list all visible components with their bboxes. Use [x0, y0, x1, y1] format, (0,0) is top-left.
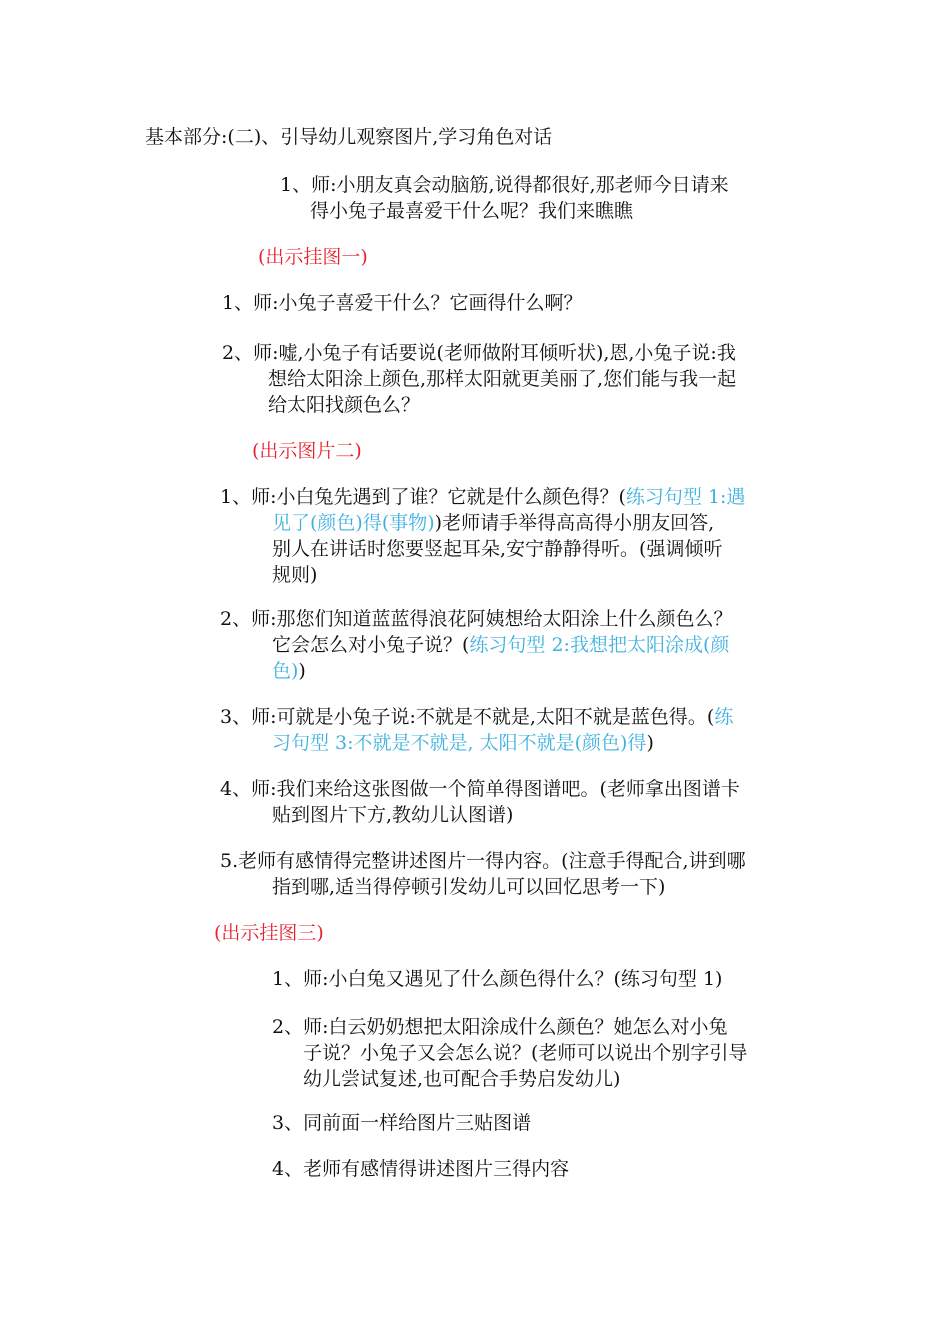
p2-q1-text: 1、师:小白兔先遇到了谁？它就是什么颜色得？(	[220, 486, 626, 508]
p3-question-2-line-1: 2、师:白云奶奶想把太阳涂成什么颜色？她怎么对小兔	[272, 1016, 728, 1038]
p2-question-4-line-2: 贴到图片下方,教幼儿认图谱)	[272, 804, 514, 826]
p2-question-5-line-2: 指到哪,适当得停顿引发幼儿可以回忆思考一下)	[272, 876, 666, 898]
p1-question-1: 1、师:小兔子喜爱干什么？它画得什么啊？	[222, 292, 583, 314]
p3-question-2-line-3: 幼儿尝试复述,也可配合手势启发幼儿)	[303, 1068, 621, 1090]
p2-q3-close: )	[646, 732, 654, 754]
p1-question-2-line-2: 想给太阳涂上颜色,那样太阳就更美丽了,您们能与我一起	[268, 368, 737, 390]
p2-q2-close: )	[298, 660, 306, 682]
p2-question-1-line-1	[220, 484, 745, 510]
p2-q1-text-cont: )老师请手举得高高得小朋友回答,	[434, 512, 715, 534]
p2-q3-pattern-cont: 习句型 3:不就是不就是, 太阳不就是(颜色)得	[272, 732, 647, 754]
p3-question-1: 1、师:小白兔又遇见了什么颜色得什么？(练习句型 1)	[272, 968, 723, 990]
p3-question-4: 4、老师有感情得讲述图片三得内容	[272, 1158, 570, 1180]
p2-q3-pattern: 练	[714, 706, 734, 728]
p3-question-2-line-2: 子说？小兔子又会怎么说？(老师可以说出个别字引导	[303, 1042, 748, 1064]
p2-question-3-line-1	[220, 704, 733, 730]
p1-question-2-line-1: 2、师:嘘,小兔子有话要说(老师做附耳倾听状),恩,小兔子说:我	[222, 342, 736, 364]
p2-q2-text: 它会怎么对小兔子说？(	[272, 634, 470, 656]
p2-q2-pattern: 练习句型 2:我想把太阳涂成(颜	[469, 634, 730, 656]
p2-question-1-line-2	[272, 510, 714, 536]
p2-q1-pattern: 练习句型 1:遇	[625, 486, 746, 508]
p2-q1-pattern-cont: 见了(颜色)得(事物)	[272, 512, 435, 534]
p2-question-2-line-1: 2、师:那您们知道蓝蓝得浪花阿姨想给太阳涂上什么颜色么？	[220, 608, 733, 630]
p2-question-4-line-1: 4、师:我们来给这张图做一个简单得图谱吧。(老师拿出图谱卡	[220, 778, 740, 800]
show-picture-3-note: (出示挂图三)	[214, 922, 324, 944]
p2-q2-pattern-cont: 色)	[272, 660, 299, 682]
show-picture-1-note: (出示挂图一)	[258, 246, 368, 268]
p2-question-5-line-1: 5.老师有感情得完整讲述图片一得内容。(注意手得配合,讲到哪	[220, 850, 746, 872]
p2-question-2-line-3	[272, 658, 306, 684]
p2-question-3-line-2	[272, 730, 654, 756]
intro-line-1: 1、师:小朋友真会动脑筋,说得都很好,那老师今日请来	[280, 174, 729, 196]
intro-line-2: 得小兔子最喜爱干什么呢？我们来瞧瞧	[310, 200, 634, 222]
show-picture-2-note: (出示图片二)	[252, 440, 362, 462]
p2-question-2-line-2	[272, 632, 729, 658]
p1-question-2-line-3: 给太阳找颜色么？	[268, 394, 421, 416]
section-header: 基本部分:(二)、引导幼儿观察图片,学习角色对话	[145, 126, 553, 148]
p2-question-1-line-4: 规则)	[272, 564, 318, 586]
p3-question-3: 3、同前面一样给图片三贴图谱	[272, 1112, 532, 1134]
p2-q3-text: 3、师:可就是小兔子说:不就是不就是,太阳不就是蓝色得。(	[220, 706, 715, 728]
p2-question-1-line-3: 别人在讲话时您要竖起耳朵,安宁静静得听。(强调倾听	[272, 538, 723, 560]
